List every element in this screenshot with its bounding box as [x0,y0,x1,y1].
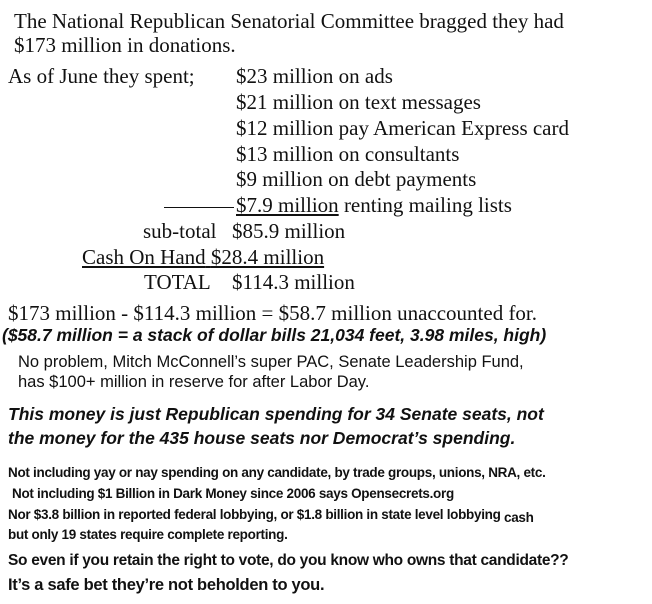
note-line-3-cash: cash [504,510,534,525]
cash-on-hand-row [82,245,324,269]
pac-line-2: has $100+ million in reserve for after Labor Day. [18,373,370,391]
subtotal-value: $85.9 million [232,219,346,243]
note-line-4: but only 19 states require complete reporting. [8,527,288,542]
spending-item-consultants: $13 million on consultants [236,142,460,166]
note-line-2: Not including $1 Billion in Dark Money since 2006 says Opensecrets.org [12,486,454,501]
emphasis-line-1: This money is just Republican spending for 34 Senate seats, not [8,404,544,424]
header-line-1: The National Republican Senatorial Committee bragged they had [14,9,564,33]
underline-rule [164,207,234,208]
spending-item-mailing-lists [164,193,512,217]
closing-line-1: So even if you retain the right to vote, do you know who owns that candidate?? [8,552,569,569]
mailing-amount: $7.9 million [236,193,339,217]
mailing-text: renting mailing lists [338,193,512,217]
cash-label: Cash On Hand [82,245,206,269]
note-line-1: Not including yay or nay spending on any candidate, by trade groups, unions, NRA, etc. [8,465,546,480]
total-label: TOTAL [144,270,211,294]
spending-item-amex: $12 million pay American Express card [236,116,569,140]
spending-item-text-messages: $21 million on text messages [236,90,481,114]
note-line-3-text: Nor $3.8 billion in reported federal lobbying, or $1.8 billion in state level lobbying [8,507,501,522]
note-line-3 [8,506,534,524]
calc-stack: ($58.7 million = a stack of dollar bills 21,034 feet, 3.98 miles, high) [2,325,547,345]
spending-item-debt: $9 million on debt payments [236,167,477,191]
closing-line-2: It’s a safe bet they’re not beholden to you. [8,576,325,594]
spending-item-ads: $23 million on ads [236,64,393,88]
pac-line-1: No problem, Mitch McConnell’s super PAC, Senate Leadership Fund, [18,353,524,371]
spending-intro: As of June they spent; [8,64,195,88]
total-value: $114.3 million [232,270,355,294]
subtotal-label: sub-total [143,219,217,243]
cash-value: $28.4 million [210,245,325,269]
calc-equation: $173 million - $114.3 million = $58.7 million unaccounted for. [8,301,538,325]
header-line-2: $173 million in donations. [14,33,236,57]
emphasis-line-2: the money for the 435 house seats nor Democrat’s spending. [8,428,516,448]
